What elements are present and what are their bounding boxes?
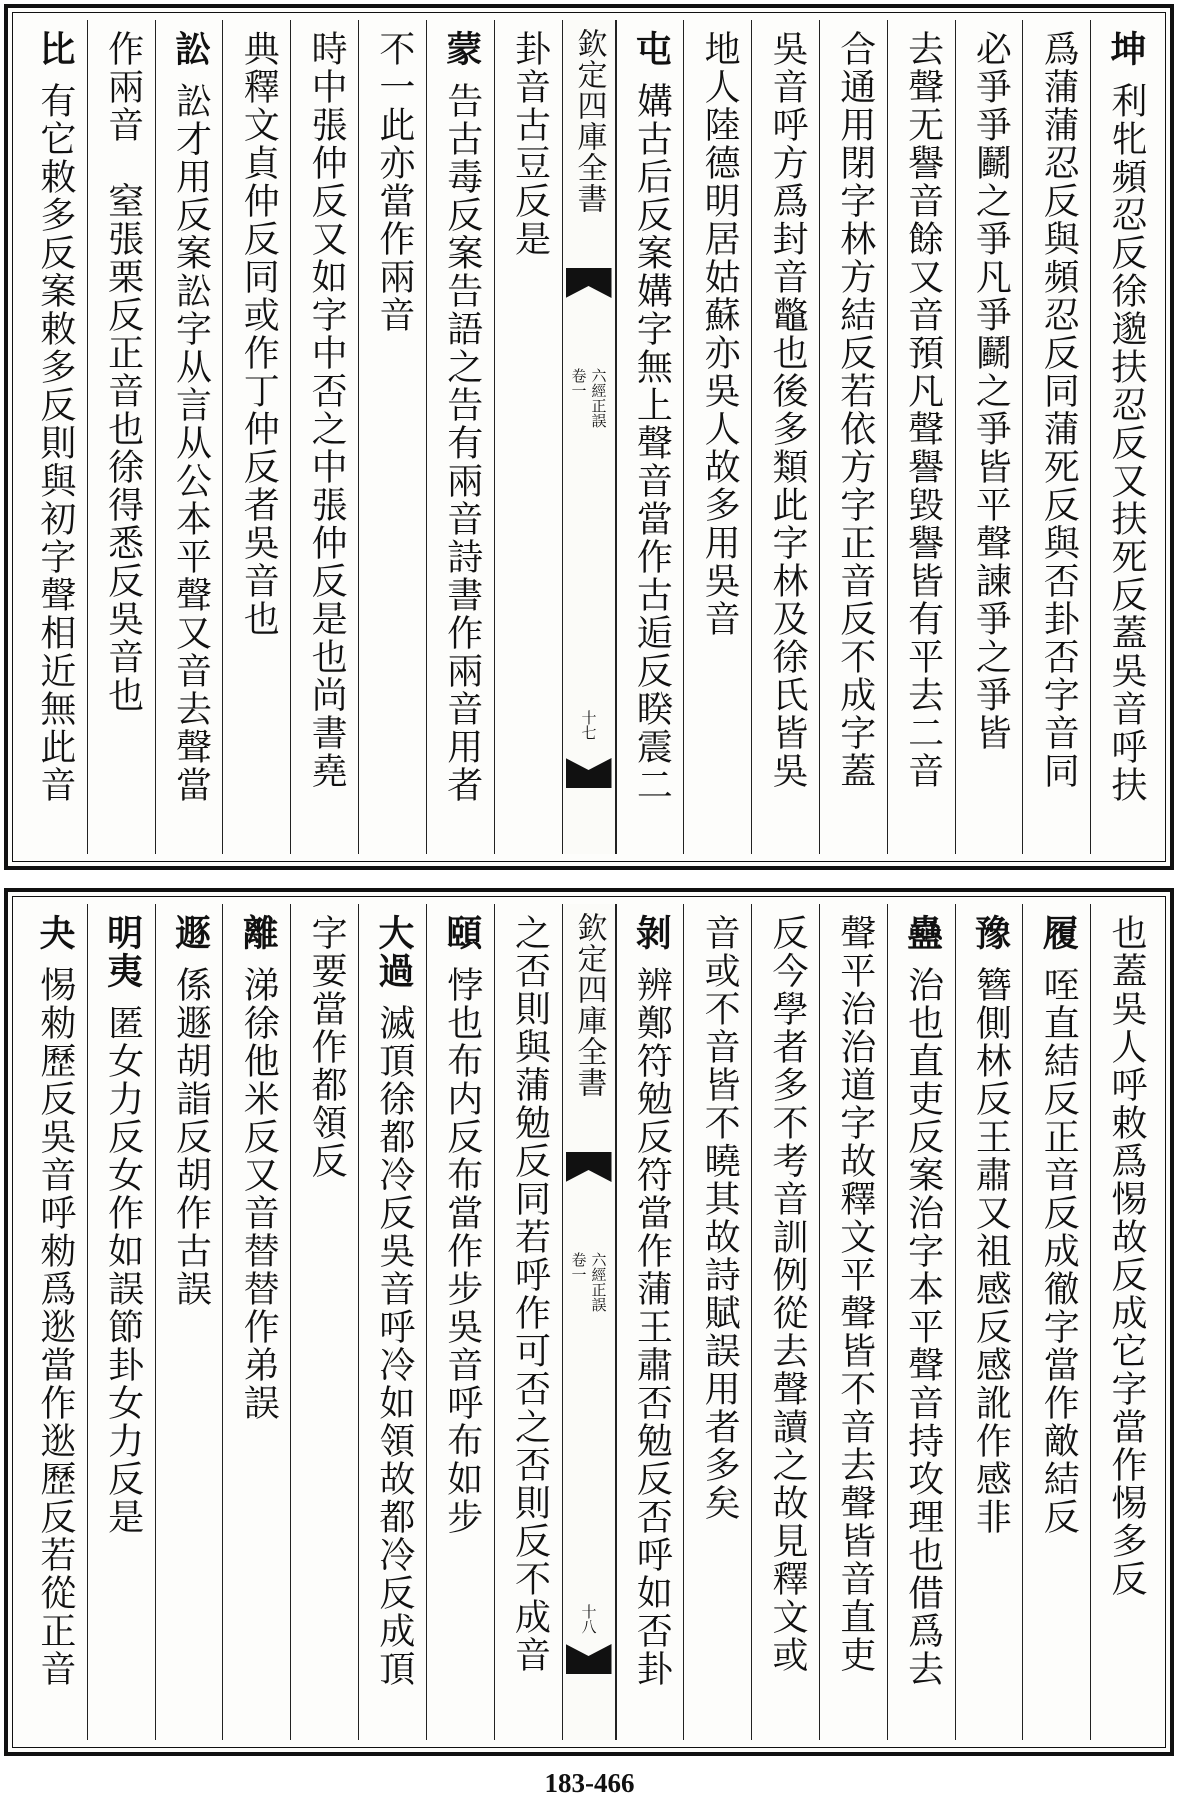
column-text: 有它敕多反案敕多反則與初字聲相近無此音	[34, 82, 76, 804]
column-text: 不一此亦當作兩音	[373, 30, 415, 334]
entry-heading: 比	[33, 30, 76, 68]
text-column	[1090, 904, 1158, 1740]
column-text: 辨鄭符勉反符當作蒲王肅否勉反否呼如否卦	[631, 966, 673, 1688]
text-column	[20, 20, 87, 854]
column-text: 典釋文貞仲反同或作丁仲反者吳音也	[238, 30, 280, 638]
text-column	[290, 904, 358, 1740]
upper-columns	[20, 20, 1158, 854]
lower-leaf	[4, 888, 1174, 1756]
text-column	[358, 904, 426, 1740]
text-column	[819, 904, 887, 1740]
entry-heading: 明夷	[101, 914, 144, 990]
column-text: 反今學者多不考音訓例從去聲讀之故見釋文或	[766, 914, 808, 1674]
column-text: 字要當作都領反	[306, 914, 348, 1180]
entry-heading: 豫	[969, 914, 1012, 952]
column-text: 係遯胡詣反胡作古誤	[170, 966, 212, 1308]
book-title: 六經正誤	[589, 1252, 608, 1312]
column-text: 也蓋吳人呼敕爲惕故反成它字當作惕多反	[1106, 914, 1147, 1598]
collection-title: 欽定四庫全書	[571, 28, 607, 214]
volume-number: 卷一	[569, 368, 588, 398]
text-column	[222, 20, 290, 854]
column-text: 涕徐他米反又音替替作弟誤	[238, 966, 280, 1422]
text-column	[1022, 20, 1090, 854]
fishtail-mark	[566, 1644, 612, 1674]
column-text: 簪側林反王肅又祖感反感訛作感非	[970, 966, 1012, 1536]
text-column	[616, 20, 684, 854]
fishtail-mark	[566, 758, 612, 788]
text-column	[683, 904, 751, 1740]
entry-heading: 坤	[1105, 30, 1147, 68]
column-text: 之否則與蒲勉反同若呼作可否之否則反不成音	[509, 914, 551, 1674]
column-text: 聲平治治道字故釋文平聲皆不音去聲皆音直吏	[834, 914, 876, 1674]
volume-label	[567, 1252, 611, 1312]
text-column	[426, 20, 494, 854]
entry-heading: 遯	[169, 914, 212, 952]
text-column	[616, 904, 684, 1740]
entry-heading: 履	[1037, 914, 1080, 952]
column-text: 匿女力反女作如誤節卦女力反是	[102, 1004, 144, 1536]
column-text: 滅頂徐都冷反吳音呼冷如領故都冷反成頂	[373, 1004, 415, 1688]
column-text: 卦音古豆反是	[509, 30, 551, 258]
text-column	[751, 20, 819, 854]
fishtail-mark	[566, 1152, 612, 1182]
fishtail-mark	[566, 268, 612, 298]
text-column	[222, 904, 290, 1740]
column-text: 訟才用反案訟字从言从公本平聲又音去聲當	[170, 82, 212, 804]
column-text: 吳音呼方爲封音鼈也後多類此字林及徐氏皆吳	[766, 30, 808, 790]
entry-heading: 蠱	[901, 914, 944, 952]
text-column	[955, 904, 1023, 1740]
column-text: 必爭爭鬬之爭凡爭鬬之爭皆平聲諫爭之爭皆	[970, 30, 1012, 752]
column-text: 去聲无譽音餘又音預凡聲譽毀譽皆有平去二音	[902, 30, 944, 790]
entry-heading: 大過	[372, 914, 415, 990]
text-column	[751, 904, 819, 1740]
column-text: 地人陸德明居姑蘇亦吳人故多用吳音	[699, 30, 741, 638]
volume-number: 卷一	[569, 1252, 588, 1282]
entry-heading: 頤	[440, 914, 483, 952]
text-column	[87, 20, 155, 854]
volume-label	[567, 368, 611, 428]
entry-heading: 訟	[169, 30, 212, 68]
column-text: 惕勑歷反吳音呼勑爲逖當作逖歷反若從正音	[34, 966, 76, 1688]
column-text: 治也直吏反案治字本平聲音持攻理也借爲去	[902, 966, 944, 1688]
column-text: 時中張仲反又如字中否之中張仲反是也尚書堯	[306, 30, 348, 790]
leaf-number: 十七	[579, 710, 598, 740]
lower-columns	[20, 904, 1158, 1740]
page-number: 183-466	[544, 1768, 635, 1798]
column-text: 爲蒲蒲忍反與頻忍反同蒲死反與否卦否字音同	[1038, 30, 1080, 790]
text-column	[87, 904, 155, 1740]
entry-heading: 離	[237, 914, 280, 952]
text-column	[494, 904, 562, 1740]
column-text: 音或不音皆不曉其故詩賦誤用者多矣	[699, 914, 741, 1522]
column-text: 咥直結反正音反成徹字當作敵結反	[1038, 966, 1080, 1536]
collection-title: 欽定四庫全書	[571, 912, 607, 1098]
text-column	[683, 20, 751, 854]
text-column	[494, 20, 562, 854]
column-text: 悖也布内反布當作步吳音呼布如步	[441, 966, 483, 1536]
upper-leaf	[4, 4, 1174, 870]
center-fold	[562, 904, 616, 1740]
text-column	[819, 20, 887, 854]
text-column	[1090, 20, 1158, 854]
entry-heading: 剝	[630, 914, 673, 952]
center-fold	[562, 20, 616, 854]
text-column	[20, 904, 87, 1740]
text-column	[290, 20, 358, 854]
text-column	[887, 20, 955, 854]
text-column	[358, 20, 426, 854]
book-title: 六經正誤	[589, 368, 608, 428]
column-text: 利牝頻忍反徐邈扶忍反又扶死反蓋吳音呼扶	[1106, 82, 1147, 804]
text-column	[155, 904, 223, 1740]
column-text: 合通用閉字林方結反若依方字正音反不成字蓋	[834, 30, 876, 790]
leaf-number: 十八	[579, 1604, 598, 1634]
entry-heading: 夬	[33, 914, 76, 952]
column-text: 作兩音 窒張栗反正音也徐得悉反吳音也	[102, 30, 144, 714]
column-text: 告古毒反案告語之告有兩音詩書作兩音用者	[441, 82, 483, 804]
text-column	[1022, 904, 1090, 1740]
entry-heading: 蒙	[440, 30, 483, 68]
text-column	[155, 20, 223, 854]
text-column	[955, 20, 1023, 854]
text-column	[887, 904, 955, 1740]
text-column	[426, 904, 494, 1740]
entry-heading: 屯	[630, 30, 673, 68]
column-text: 媾古后反案媾字無上聲音當作古逅反睽震二	[631, 82, 673, 804]
